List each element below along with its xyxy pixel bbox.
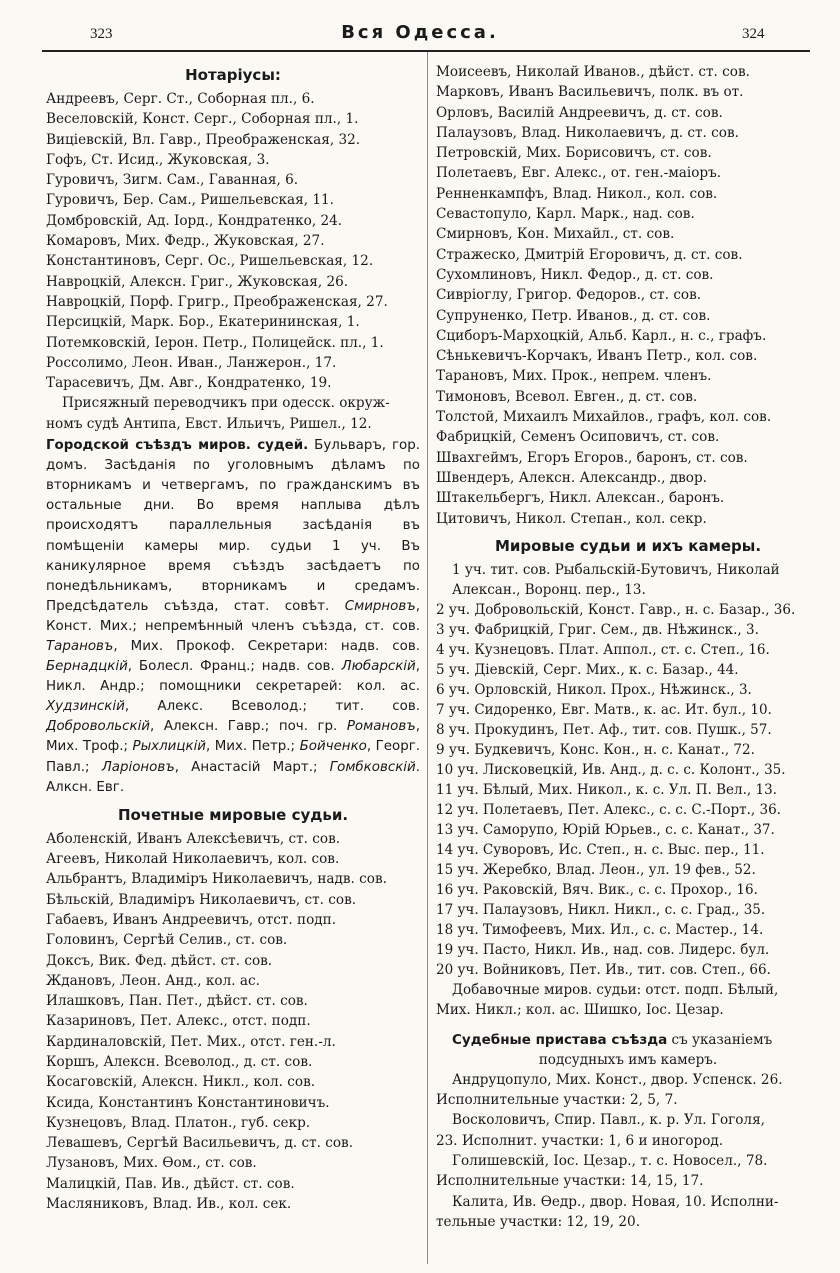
honorary-heading: Почетные мировые судьи. [117, 805, 349, 824]
list-item: Тимоновъ, Всевол. Евген., д. ст. сов. [436, 388, 698, 405]
list-item: 19 уч. Пасто, Никл. Ив., над. сов. Лидерс. бул. [436, 941, 770, 958]
list-item: Агеевъ, Николай Николаевичъ, кол. сов. [46, 851, 340, 868]
list-item: Кузнецовъ, Влад. Платон., губ. секр. [46, 1114, 311, 1131]
list-item: 18 уч. Тимофеевъ, Мих. Ил., с. с. Мастер., 14. [436, 921, 764, 938]
list-item: Константиновъ, Серг. Ос., Ришельевская, 12. [46, 253, 374, 270]
list-item: Сциборъ-Мархоцкій, Альб. Карл., н. с., графъ. [436, 327, 767, 344]
left-column [46, 62, 420, 1214]
list-item: Петровскій, Мих. Борисовичъ, ст. сов. [436, 145, 712, 162]
list-item: Аболенскій, Иванъ Алексѣевичъ, ст. сов. [46, 830, 341, 847]
list-item: 11 уч. Бѣлый, Мих. Никол., к. с. Ул. П. Вел., 13. [436, 781, 777, 798]
list-item: Навроцкій, Порф. Григр., Преображенская, 27. [46, 293, 388, 310]
list-item: Потемковскій, Іерон. Петр., Полицейск. пл., 1. [46, 334, 384, 351]
list-item: Масляниковъ, Влад. Ив., кол. сек. [46, 1196, 292, 1213]
column-divider [427, 52, 428, 1264]
list-item: 1 уч. тит. сов. Рыбальскій-Бутовичъ, Николай [452, 561, 780, 578]
list-item: Полетаевъ, Евг. Алекс., от. ген.-маіоръ. [436, 165, 722, 182]
list-item: 10 уч. Лисковецкій, Ив. Анд., д. с. с. Колонт., 35. [436, 761, 786, 778]
notaries-heading: Нотаріусы: [185, 66, 281, 84]
header-rule [42, 50, 810, 52]
list-item: Навроцкій, Алексн. Григ., Жуковская, 26. [46, 273, 349, 290]
list-item: Исполнительные участки: 14, 15, 17. [436, 1173, 704, 1190]
list-item: Андреевъ, Серг. Ст., Соборная пл., 6. [46, 91, 315, 107]
list-item: Тарасевичъ, Дм. Авг., Кондратенко, 19. [46, 375, 332, 392]
list-item: Смирновъ, Кон. Михайл., ст. сов. [436, 226, 675, 243]
list-item: 15 уч. Жеребко, Влад. Леон., ул. 19 фев., 52. [436, 861, 756, 878]
list-item: Бѣльскій, Владиміръ Николаевичъ, ст. сов. [46, 891, 357, 908]
congress-title: Городской съѣздъ миров. судей. [46, 438, 309, 454]
list-item: 14 уч. Суворовъ, Ис. Степ., н. с. Выс. пер., 11. [436, 841, 765, 858]
list-item: Калита, Ив. Ѳедр., двор. Новая, 10. Исполни- [452, 1193, 779, 1210]
bailiffs-heading: Судебные пристава съѣзда съ указаніемъ [452, 1031, 773, 1048]
additional-judges-line: Добавочные миров. судьи: отст. подп. Бѣлый, [452, 981, 779, 998]
judges-list [436, 560, 820, 1020]
list-item: 8 уч. Прокудинъ, Пет. Аф., тит. сов. Пушк., 57. [436, 721, 772, 738]
list-item: Сивріоглу, Григор. Федоров., ст. сов. [436, 287, 702, 304]
list-item: Россолимо, Леон. Иван., Ланжерон., 17. [46, 354, 337, 371]
list-item: Цитовичъ, Никол. Степан., кол. секр. [436, 510, 707, 527]
list-item: Стражеско, Дмитрій Егоровичъ, д. ст. сов. [436, 246, 743, 263]
list-item: 5 уч. Діевскій, Серг. Мих., к. с. Базар., 44. [436, 661, 739, 678]
list-item: 4 уч. Кузнецовъ. Плат. Аппол., ст. с. Степ., 16. [436, 641, 770, 658]
list-item: Севастопуло, Карл. Марк., над. сов. [436, 206, 695, 223]
list-item: 9 уч. Будкевичъ, Конс. Кон., н. с. Канат., 72. [436, 741, 755, 758]
list-item: Сѣнькевичъ-Корчакъ, Иванъ Петр., кол. сов. [436, 348, 758, 365]
list-item: Гуровичъ, Бер. Сам., Ришельевская, 11. [46, 192, 334, 209]
list-item: Ренненкампфъ, Влад. Никол., кол. сов. [436, 185, 718, 202]
translator-line: Присяжный переводчикъ при одесск. окруж- [62, 395, 390, 412]
bailiffs-section [436, 1030, 820, 1232]
list-item: 6 уч. Орловскій, Никол. Прох., Нѣжинск., 3. [436, 681, 752, 698]
list-item: 17 уч. Палаузовъ, Никл. Никл., с. с. Град., 35. [436, 901, 766, 918]
list-item: Ксида, Константинъ Константиновичъ. [46, 1094, 330, 1111]
list-item: 12 уч. Полетаевъ, Пет. Алекс., с. с. С.-Порт., 36. [436, 801, 781, 818]
list-item: Андруцопуло, Мих. Конст., двор. Успенск. 26. [452, 1071, 783, 1088]
translator-line: номъ судѣ Антипа, Евст. Ильичъ, Ришел., 12. [46, 415, 372, 432]
list-item: Швахгеймъ, Егоръ Егоров., баронъ, ст. сов. [436, 449, 748, 466]
page-header [0, 16, 840, 44]
list-item: Комаровъ, Мих. Федр., Жуковская, 27. [46, 233, 325, 250]
list-item: Марковъ, Иванъ Васильевичъ, полк. въ от. [436, 84, 744, 101]
list-item: 20 уч. Войниковъ, Пет. Ив., тит. сов. Степ., 66. [436, 961, 771, 978]
list-item: 2 уч. Добровольскій, Конст. Гавр., н. с. Базар., 36. [436, 601, 796, 618]
list-item: Штакельбергъ, Никл. Алексан., баронъ. [436, 490, 725, 507]
list-item: Ждановъ, Леон. Анд., кол. ас. [46, 972, 260, 989]
list-item: Моисеевъ, Николай Иванов., дѣйст. ст. сов. [436, 64, 750, 80]
list-item: Палаузовъ, Влад. Николаевичъ, д. ст. сов. [436, 124, 739, 141]
list-item: Исполнительные участки: 2, 5, 7. [436, 1092, 678, 1109]
list-item: Орловъ, Василій Андреевичъ, д. ст. сов. [436, 104, 723, 121]
list-item: Коршъ, Алексн. Всеволод., д. ст. сов. [46, 1054, 313, 1070]
judges-heading: Мировые судьи и ихъ камеры. [494, 536, 762, 555]
list-item: Малицкій, Пав. Ив., дѣйст. ст. сов. [46, 1175, 295, 1192]
bailiffs-subheading: подсудныхъ имъ камеръ. [538, 1051, 718, 1068]
right-page-number: 324 [742, 26, 765, 42]
list-item: 13 уч. Саморупо, Юрій Юрьев., с. с. Канат., 37. [436, 821, 775, 838]
right-column [436, 62, 820, 1232]
left-page-number: 323 [90, 26, 113, 42]
list-item: Косаговскій, Алексн. Никл., кол. сов. [46, 1074, 316, 1091]
list-item: Фабрицкій, Семенъ Осиповичъ, ст. сов. [436, 429, 720, 446]
list-item: Голишевскій, Іос. Цезар., т. с. Новосел., 78. [452, 1153, 768, 1170]
honorary-list-continued [436, 62, 820, 529]
list-item: Толстой, Михаилъ Михайлов., графъ, кол. сов. [436, 409, 772, 426]
congress-paragraph: Городской съѣздъ миров. судей. Бульваръ, гор. домъ. Засѣданія по уголовнымъ дѣламъ по вторникамъ и четвергамъ, по гражданскимъ въ остальные дни. Во время наплыва дѣлъ происходятъ параллельныя засѣданія въ помѣщеніи камеры мир. судьи 1 уч. Въ каникулярное время съѣздъ засѣдаетъ по понедѣльникамъ, вторникамъ и средамъ. Предсѣдатель съѣзда, стат. совѣт. Смирновъ, Конст. Мих.; непремѣнный членъ съѣзда, ст. сов. Тарановъ, Мих. Прокоф. Секретари: надв. сов. Бернадцкій, Болесл. Франц.; надв. сов. Любарскій, Никл. Андр.; помощники секретарей: кол. ас. Худзинскій, Алекс. Всеволод.; тит. сов. Добровольскій, Алексн. Гавр.; поч. гр. Романовъ, Мих. Троф.; Рыхлицкій, Мих. Петр.; Бойченко, Георг. Павл.; Ларіоновъ, Анастасій Март.; Гомбковскій. Алксн. Евг. [46, 438, 421, 795]
list-item: Кардиналовскій, Пет. Мих., отст. ген.-л. [46, 1033, 336, 1050]
list-item: Швендеръ, Алексн. Александр., двор. [436, 469, 707, 486]
list-item: тельные участки: 12, 19, 20. [436, 1213, 641, 1230]
list-item: 16 уч. Раковскій, Вяч. Вик., с. с. Прохор., 16. [436, 881, 758, 898]
list-item: Алексан., Воронц. пер., 13. [452, 581, 646, 598]
list-item: Левашевъ, Сергѣй Васильевичъ, д. ст. сов. [46, 1135, 354, 1152]
list-item: Илашковъ, Пан. Пет., дѣйст. ст. сов. [46, 993, 308, 1010]
list-item: Сухомлиновъ, Никл. Федор., д. ст. сов. [436, 266, 714, 283]
running-title: Вся Одесса. [341, 22, 499, 43]
list-item: Персицкій, Марк. Бор., Екатерининская, 1. [46, 314, 360, 331]
list-item: Веселовскій, Конст. Серг., Соборная пл., 1. [46, 111, 359, 128]
list-item: Головинъ, Сергѣй Селив., ст. сов. [46, 932, 288, 949]
list-item: Альбрантъ, Владиміръ Николаевичъ, надв. сов. [46, 871, 387, 888]
list-item: 23. Исполнит. участки: 1, 6 и иногород. [436, 1132, 724, 1149]
list-item: Тарановъ, Мих. Прок., непрем. членъ. [436, 368, 712, 385]
notaries-list [46, 89, 420, 434]
list-item: Виціевскій, Вл. Гавр., Преображенская, 32. [46, 131, 361, 148]
list-item: 7 уч. Сидоренко, Евг. Матв., к. ас. Ит. бул., 10. [436, 701, 772, 718]
list-item: Габаевъ, Иванъ Андреевичъ, отст. подп. [46, 911, 337, 928]
list-item: Гофъ, Ст. Исид., Жуковская, 3. [46, 151, 270, 168]
list-item: Домбровскій, Ад. Іорд., Кондратенко, 24. [46, 212, 343, 229]
additional-judges-line: Мих. Никл.; кол. ас. Шишко, Іос. Цезар. [436, 1001, 724, 1018]
list-item: Казариновъ, Пет. Алекс., отст. подп. [46, 1013, 311, 1030]
list-item: Супруненко, Петр. Иванов., д. ст. сов. [436, 307, 711, 324]
honorary-list [46, 829, 420, 1215]
list-item: Восколовичъ, Спир. Павл., к. р. Ул. Гоголя, [452, 1112, 765, 1129]
list-item: 3 уч. Фабрицкій, Григ. Сем., дв. Нѣжинск., 3. [436, 621, 759, 638]
list-item: Лузановъ, Мих. Ѳом., ст. сов. [46, 1155, 257, 1172]
list-item: Гуровичъ, Зигм. Сам., Гаванная, 6. [46, 172, 299, 189]
list-item: Доксъ, Вик. Фед. дѣйст. ст. сов. [46, 952, 273, 969]
